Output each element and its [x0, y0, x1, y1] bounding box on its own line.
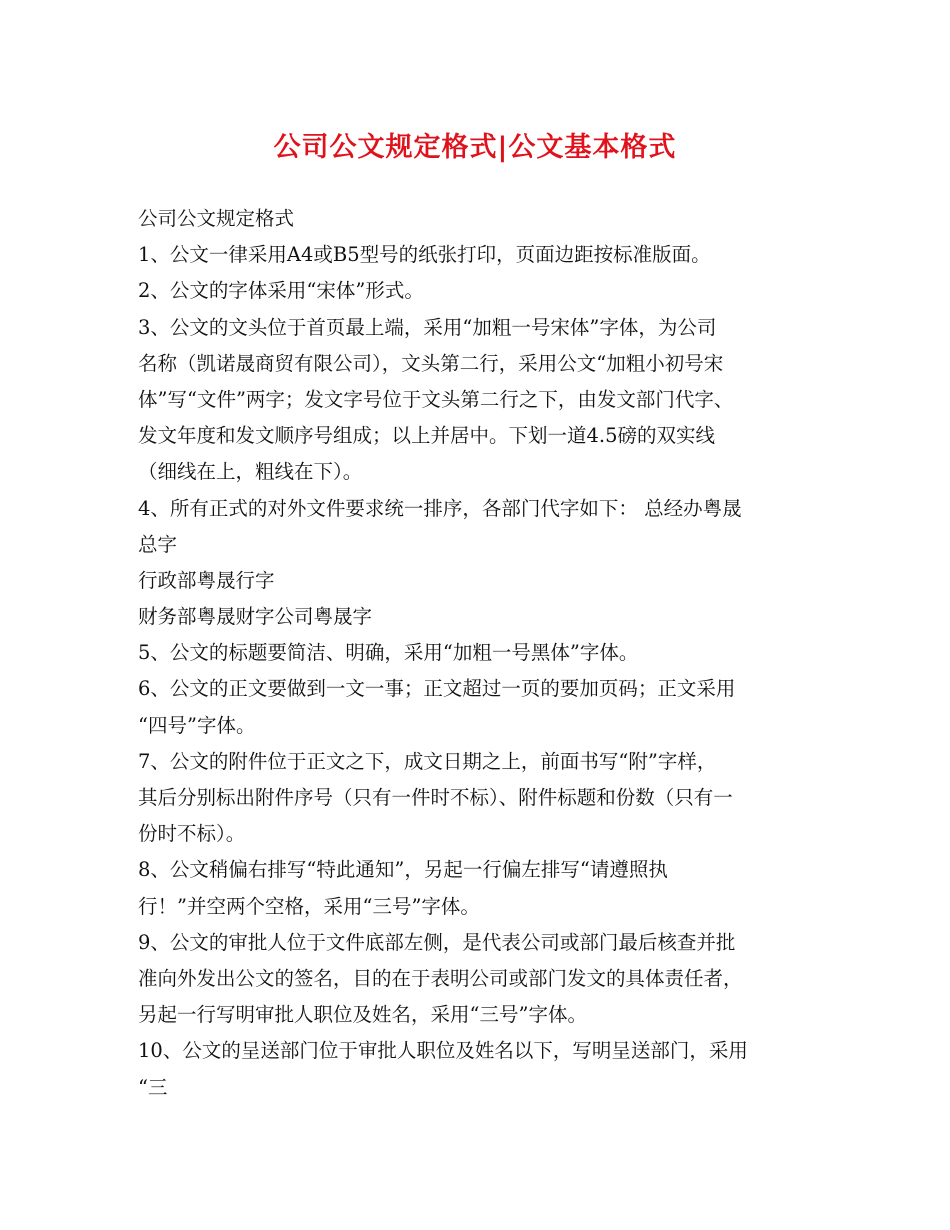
body-line: 发文年度和发文顺序号组成；以上并居中。下划一道4.5磅的双实线 — [138, 424, 716, 448]
body-line: 公司公文规定格式 — [138, 207, 295, 230]
body-line: 份时不标）。 — [138, 822, 246, 846]
body-line: 10、公文的呈送部门位于审批人职位及姓名以下，写明呈送部门，采用 — [138, 1039, 748, 1063]
document-body — [138, 201, 828, 1106]
body-line: 4、所有正式的对外文件要求统一排序，各部门代字如下： 总经办粤晟 — [138, 496, 742, 520]
body-line: “四号”字体。 — [138, 713, 256, 737]
body-line: 1、公文一律采用A4或B5型号的纸张打印，页面边距按标准版面。 — [138, 243, 711, 267]
body-line: 财务部粤晟财字公司粤晟字 — [138, 605, 373, 629]
body-line: 9、公文的审批人位于文件底部左侧，是代表公司或部门最后核查并批 — [138, 930, 736, 954]
body-line: 行政部粤晟行字 — [138, 568, 275, 592]
body-line: （细线在上，粗线在下）。 — [138, 460, 363, 484]
body-line: 名称（凯诺晟商贸有限公司），文头第二行，采用公文“加粗小初号宋 — [138, 351, 724, 375]
body-line: 其后分别标出附件序号（只有一件时不标）、附件标题和份数（只有一 — [138, 786, 733, 809]
body-line: 另起一行写明审批人职位及姓名，采用“三号”字体。 — [138, 1003, 587, 1027]
body-line: 3、公文的文头位于首页最上端，采用“加粗一号宋体”字体，为公司 — [138, 315, 717, 339]
body-line: 5、公文的标题要简洁、明确，采用“加粗一号黑体”字体。 — [138, 641, 639, 665]
body-line: “三 — [138, 1075, 168, 1099]
body-line: 8、公文稍偏右排写“特此通知”，另起一行偏左排写“请遵照执 — [138, 858, 668, 882]
body-line: 总字 — [138, 532, 178, 556]
body-line: 体”写“文件”两字；发文字号位于文头第二行之下，由发文部门代字、 — [138, 387, 734, 411]
body-line: 6、公文的正文要做到一文一事；正文超过一页的要加页码；正文采用 — [138, 677, 736, 701]
body-line: 行！”并空两个空格，采用“三号”字体。 — [138, 894, 480, 918]
body-line: 2、公文的字体采用“宋体”形式。 — [138, 279, 424, 303]
body-line: 7、公文的附件位于正文之下，成文日期之上，前面书写“附”字样， — [138, 749, 717, 773]
document-title: 公司公文规定格式|公文基本格式 — [273, 132, 677, 163]
body-line: 准向外发出公文的签名，目的在于表明公司或部门发文的具体责任者， — [138, 966, 743, 990]
